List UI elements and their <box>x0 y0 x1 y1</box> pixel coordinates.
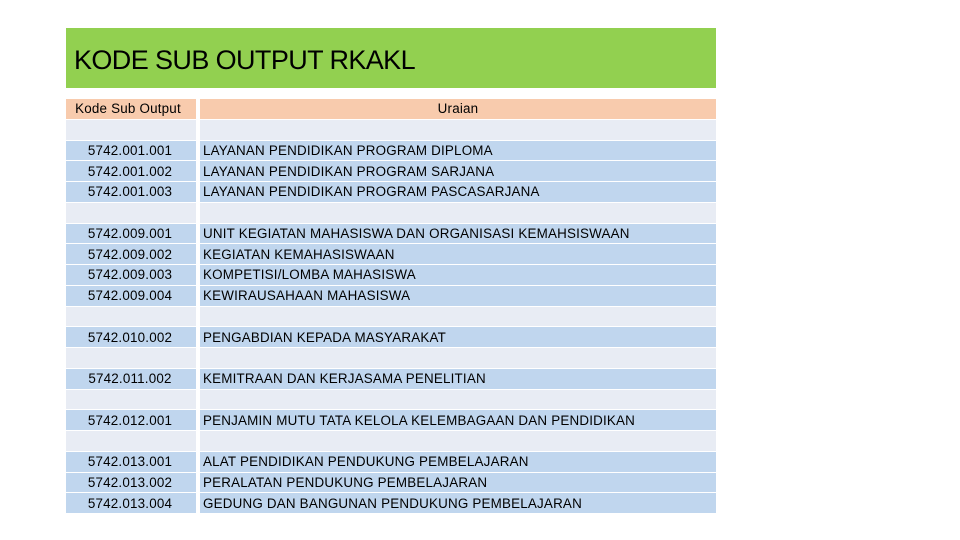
table-spacer-row <box>66 203 716 224</box>
uraian-cell: KEMITRAAN DAN KERJASAMA PENELITIAN <box>200 369 716 390</box>
kode-cell <box>66 120 196 141</box>
table-row <box>66 182 716 203</box>
uraian-cell: PENGABDIAN KEPADA MASYARAKAT <box>200 327 716 348</box>
uraian-cell: ALAT PENDIDIKAN PENDUKUNG PEMBELAJARAN <box>200 452 716 473</box>
kode-cell <box>66 307 196 328</box>
table-row <box>66 224 716 245</box>
uraian-cell <box>200 431 716 452</box>
table-row <box>66 369 716 390</box>
uraian-cell: KOMPETISI/LOMBA MAHASISWA <box>200 265 716 286</box>
kode-cell <box>66 431 196 452</box>
uraian-cell: PENJAMIN MUTU TATA KELOLA KELEMBAGAAN DAN PENDIDIKAN <box>200 410 716 431</box>
kode-cell <box>66 203 196 224</box>
sub-output-table <box>66 99 716 514</box>
uraian-cell: LAYANAN PENDIDIKAN PROGRAM DIPLOMA <box>200 141 716 162</box>
kode-cell: 5742.009.002 <box>66 244 196 265</box>
uraian-cell <box>200 390 716 411</box>
kode-cell: 5742.001.001 <box>66 141 196 162</box>
table-spacer-row <box>66 431 716 452</box>
table-row <box>66 141 716 162</box>
kode-cell: 5742.013.001 <box>66 452 196 473</box>
uraian-cell <box>200 348 716 369</box>
table-row <box>66 473 716 494</box>
kode-cell: 5742.011.002 <box>66 369 196 390</box>
kode-cell: 5742.001.003 <box>66 182 196 203</box>
uraian-cell <box>200 307 716 328</box>
table-spacer-row <box>66 120 716 141</box>
title-banner <box>66 28 716 88</box>
table-spacer-row <box>66 348 716 369</box>
uraian-cell: PERALATAN PENDUKUNG PEMBELAJARAN <box>200 473 716 494</box>
uraian-cell: KEGIATAN KEMAHASISWAAN <box>200 244 716 265</box>
uraian-cell <box>200 203 716 224</box>
table-row <box>66 452 716 473</box>
table-row <box>66 265 716 286</box>
page-title: KODE SUB OUTPUT RKAKL <box>74 44 415 75</box>
kode-cell: 5742.009.003 <box>66 265 196 286</box>
header-uraian: Uraian <box>200 99 716 120</box>
kode-cell <box>66 390 196 411</box>
kode-cell: 5742.010.002 <box>66 327 196 348</box>
kode-cell: 5742.013.002 <box>66 473 196 494</box>
table-row <box>66 286 716 307</box>
kode-cell <box>66 348 196 369</box>
kode-cell: 5742.009.001 <box>66 224 196 245</box>
table-row <box>66 161 716 182</box>
kode-cell: 5742.009.004 <box>66 286 196 307</box>
header-kode-sub-output: Kode Sub Output <box>66 99 196 120</box>
uraian-cell: LAYANAN PENDIDIKAN PROGRAM PASCASARJANA <box>200 182 716 203</box>
table-row <box>66 327 716 348</box>
table-row <box>66 493 716 514</box>
uraian-cell <box>200 120 716 141</box>
table-row <box>66 244 716 265</box>
table-row <box>66 410 716 431</box>
kode-cell: 5742.012.001 <box>66 410 196 431</box>
table-header-row <box>66 99 716 120</box>
uraian-cell: KEWIRAUSAHAAN MAHASISWA <box>200 286 716 307</box>
table-spacer-row <box>66 390 716 411</box>
kode-cell: 5742.013.004 <box>66 493 196 514</box>
table-spacer-row <box>66 307 716 328</box>
uraian-cell: LAYANAN PENDIDIKAN PROGRAM SARJANA <box>200 161 716 182</box>
uraian-cell: UNIT KEGIATAN MAHASISWA DAN ORGANISASI KEMAHSISWAAN <box>200 224 716 245</box>
uraian-cell: GEDUNG DAN BANGUNAN PENDUKUNG PEMBELAJARAN <box>200 493 716 514</box>
kode-cell: 5742.001.002 <box>66 161 196 182</box>
